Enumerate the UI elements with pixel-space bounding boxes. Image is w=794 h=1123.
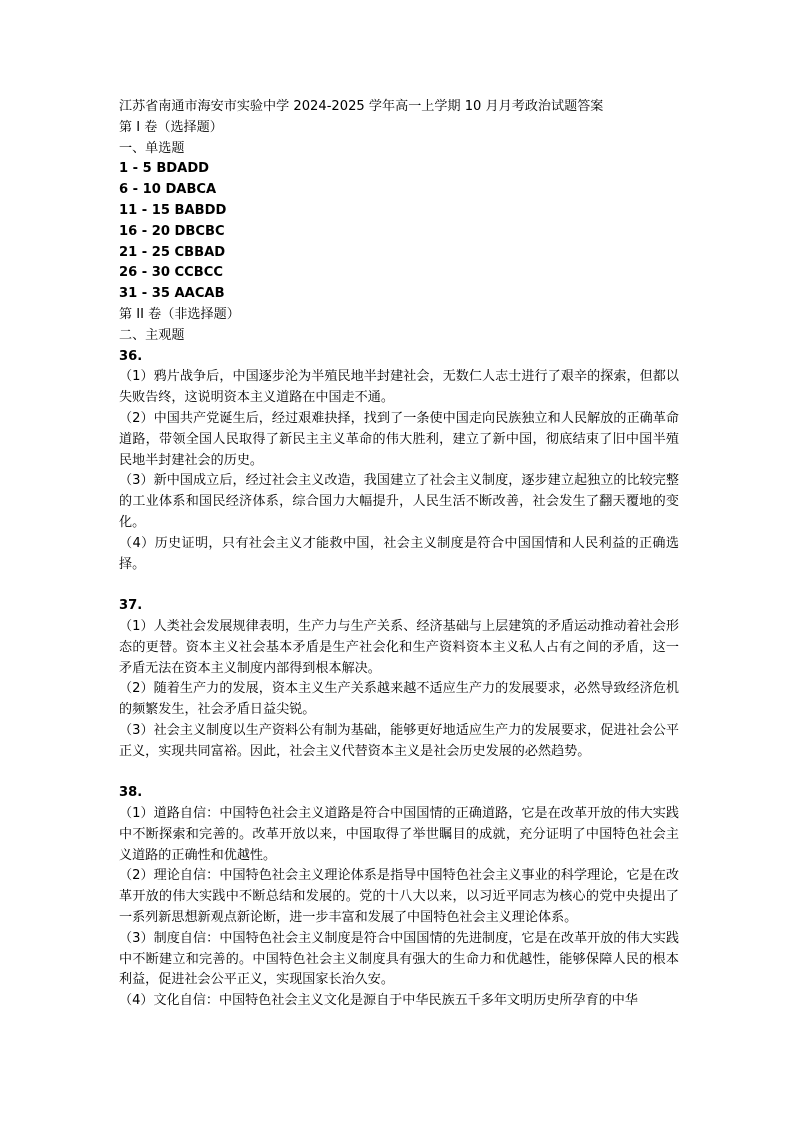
question-36-number: 36. (119, 348, 143, 364)
question-36-item-1: （1）鸦片战争后，中国逐步沦为半殖民地半封建社会，无数仁人志士进行了艰辛的探索，但都以失败告终，这说明资本主义道路在中国走不通。 (119, 369, 679, 406)
answer-line: 1 - 5 BDADD (119, 161, 210, 177)
question-36-item-4: （4）历史证明，只有社会主义才能救中国，社会主义制度是符合中国国情和人民利益的正确选择。 (119, 535, 679, 572)
document-title: 江苏省南通市海安市实验中学 2024-2025 学年高一上学期 10 月月考政治试题答案 (119, 99, 604, 114)
answer-line: 11 - 15 BABDD (119, 202, 227, 218)
answer-line: 21 - 25 CBBAD (119, 244, 226, 260)
question-38-item-3: （3）制度自信：中国特色社会主义制度是符合中国国情的先进制度，它是在改革开放的伟大实践中不断建立和完善的。中国特色社会主义制度具有强大的生命力和优越性，能够保障人民的根本利益，促进社会公平正义，实现国家长治久安。 (119, 930, 679, 988)
answer-line: 16 - 20 DBCBC (119, 223, 225, 239)
question-38-item-4: （4）文化自信：中国特色社会主义文化是源自于中华民族五千多年文明历史所孕育的中华 (119, 993, 638, 1009)
question-38-number: 38. (119, 785, 143, 801)
answer-document (119, 97, 679, 1012)
question-37-item-1: （1）人类社会发展规律表明，生产力与生产关系、经济基础与上层建筑的矛盾运动推动着社会形态的更替。资本主义社会基本矛盾是生产社会化和生产资料资本主义私人占有之间的矛盾，这一矛盾无法在资本主义制度内部得到根本解决。 (119, 618, 679, 676)
answer-line: 31 - 35 AACAB (119, 286, 225, 302)
answer-line: 26 - 30 CCBCC (119, 265, 223, 281)
question-38-item-2: （2）理论自信：中国特色社会主义理论体系是指导中国特色社会主义事业的科学理论，它是在改革开放的伟大实践中不断总结和发展的。党的十八大以来，以习近平同志为核心的党中央提出了一系列新思想新观点新论断，进一步丰富和发展了中国特色社会主义理论体系。 (119, 868, 679, 926)
part-2-heading: 第 II 卷（非选择题） (119, 306, 240, 322)
section-1-heading: 一、单选题 (119, 140, 185, 156)
question-36-item-3: （3）新中国成立后，经过社会主义改造，我国建立了社会主义制度，逐步建立起独立的比较完整的工业体系和国民经济体系，综合国力大幅提升，人民生活不断改善，社会发生了翻天覆地的变化。 (119, 473, 679, 530)
question-38-item-1: （1）道路自信：中国特色社会主义道路是符合中国国情的正确道路，它是在改革开放的伟大实践中不断探索和完善的。改革开放以来，中国取得了举世瞩目的成就，充分证明了中国特色社会主义道路的正确性和优越性。 (119, 806, 679, 863)
question-36-item-2: （2）中国共产党诞生后，经过艰难抉择，找到了一条使中国走向民族独立和人民解放的正确革命道路，带领全国人民取得了新民主主义革命的伟大胜利，建立了新中国，彻底结束了旧中国半殖民地半封建社会的历史。 (119, 410, 679, 468)
question-37-item-3: （3）社会主义制度以生产资料公有制为基础，能够更好地适应生产力的发展要求，促进社会公平正义，实现共同富裕。因此，社会主义代替资本主义是社会历史发展的必然趋势。 (119, 722, 679, 759)
section-2-heading: 二、主观题 (119, 327, 185, 343)
spacer (119, 575, 679, 596)
part-1-heading: 第 I 卷（选择题） (119, 119, 223, 135)
question-37-item-2: （2）随着生产力的发展，资本主义生产关系越来越不适应生产力的发展要求，必然导致经济危机的频繁发生，社会矛盾日益尖锐。 (119, 681, 679, 718)
question-37-number: 37. (119, 598, 143, 614)
answer-line: 6 - 10 DABCA (119, 182, 217, 198)
spacer (119, 763, 679, 784)
